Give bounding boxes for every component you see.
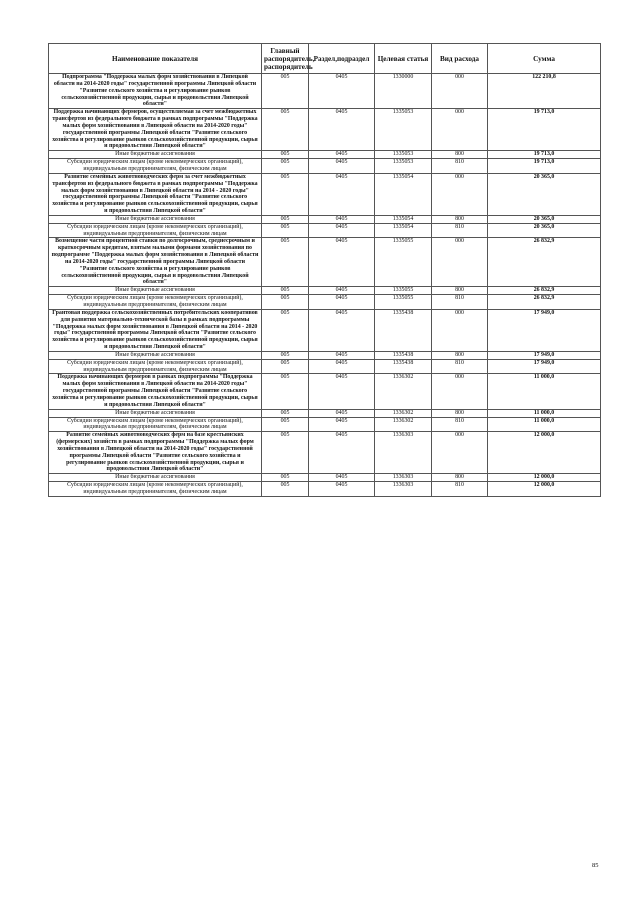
table-row (49, 151, 601, 159)
row-amount: 17 949,0 (488, 359, 601, 374)
row-section-subsection: 0405 (309, 482, 375, 497)
row-amount: 20 365,0 (488, 173, 601, 215)
row-expense-type: 000 (432, 173, 488, 215)
row-target-article: 1335055 (375, 238, 432, 287)
row-target-article: 1336303 (375, 482, 432, 497)
row-chief-administrator: 005 (262, 359, 309, 374)
table-row (49, 223, 601, 238)
table-row (49, 109, 601, 151)
row-chief-administrator: 005 (262, 482, 309, 497)
row-name: Субсидии юридическим лицам (кроме некоммерческих организаций), индивидуальным предпринимателям, физическим лицам (49, 359, 262, 374)
row-chief-administrator: 005 (262, 151, 309, 159)
table-row (49, 173, 601, 215)
row-chief-administrator: 005 (262, 109, 309, 151)
row-section-subsection: 0405 (309, 359, 375, 374)
row-amount: 12 000,0 (488, 432, 601, 474)
row-expense-type: 810 (432, 359, 488, 374)
table-row (49, 474, 601, 482)
table-row (49, 238, 601, 287)
row-target-article: 1330000 (375, 74, 432, 109)
row-name: Иные бюджетные ассигнования (49, 215, 262, 223)
table-row (49, 309, 601, 351)
row-expense-type: 800 (432, 409, 488, 417)
table-row (49, 374, 601, 409)
row-amount: 11 000,0 (488, 409, 601, 417)
row-section-subsection: 0405 (309, 295, 375, 310)
row-section-subsection: 0405 (309, 351, 375, 359)
row-amount: 11 000,0 (488, 417, 601, 432)
row-amount: 26 832,9 (488, 238, 601, 287)
header-indicator-name: Наименование показателя (49, 44, 262, 74)
row-name: Развитие семейных животноводческих ферм на базе крестьянских (фермерских) хозяйств в рамках подпрограммы "Поддержка малых форм хозяйствования в Липецкой области на 2014-2020 годы" государственной программы Липецкой области "Развитие сельского хозяйства и регулирование рынков сельскохозяйственной продукции, сырья и продовольствия Липецкой области" (49, 432, 262, 474)
row-expense-type: 000 (432, 109, 488, 151)
row-name: Субсидии юридическим лицам (кроме некоммерческих организаций), индивидуальным предпринимателям, физическим лицам (49, 482, 262, 497)
row-name: Иные бюджетные ассигнования (49, 351, 262, 359)
row-chief-administrator: 005 (262, 74, 309, 109)
table-row (49, 351, 601, 359)
row-chief-administrator: 005 (262, 417, 309, 432)
row-expense-type: 810 (432, 482, 488, 497)
header-expense-type: Вид расхода (432, 44, 488, 74)
row-name: Поддержка начинающих фермеров в рамках подпрограммы "Поддержка малых форм хозяйствования в Липецкой области на 2014-2020 годы" государственной программы Липецкой области "Развитие сельского хозяйства и регулирование рынков сельскохозяйственной продукции, сырья и продовольствия Липецкой области" (49, 374, 262, 409)
row-chief-administrator: 005 (262, 173, 309, 215)
row-chief-administrator: 005 (262, 374, 309, 409)
row-name: Иные бюджетные ассигнования (49, 474, 262, 482)
row-name: Подпрограмма "Поддержка малых форм хозяйствования в Липецкой области на 2014-2020 годы" государственной программы Липецкой области "Развитие сельского хозяйства и регулирование рынков сельскохозяйственной продукции, сырья и продовольствия Липецкой области" (49, 74, 262, 109)
table-row (49, 409, 601, 417)
row-name: Иные бюджетные ассигнования (49, 287, 262, 295)
row-name: Возмещение части процентной ставки по долгосрочным, среднесрочным и краткосрочным кредитам, взятым малыми формами хозяйствования по подпрограмме "Поддержка малых форм хозяйствования в Липецкой области на 2014-2020 годы" государственной программы Липецкой области "Развитие сельского хозяйства и регулирование рынков сельскохозяйственной продукции, сырья и продовольствия Липецкой области" (49, 238, 262, 287)
row-name: Иные бюджетные ассигнования (49, 151, 262, 159)
row-target-article: 1335054 (375, 223, 432, 238)
table-row (49, 295, 601, 310)
row-amount: 11 000,0 (488, 374, 601, 409)
row-target-article: 1336302 (375, 374, 432, 409)
row-section-subsection: 0405 (309, 374, 375, 409)
header-section-subsection: Раздел,подраздел (309, 44, 375, 74)
table-row (49, 215, 601, 223)
row-target-article: 1335053 (375, 151, 432, 159)
row-expense-type: 810 (432, 295, 488, 310)
row-chief-administrator: 005 (262, 351, 309, 359)
row-target-article: 1336303 (375, 432, 432, 474)
row-chief-administrator: 005 (262, 409, 309, 417)
row-expense-type: 800 (432, 215, 488, 223)
row-section-subsection: 0405 (309, 238, 375, 287)
row-expense-type: 810 (432, 417, 488, 432)
row-section-subsection: 0405 (309, 432, 375, 474)
row-section-subsection: 0405 (309, 151, 375, 159)
row-expense-type: 000 (432, 238, 488, 287)
row-section-subsection: 0405 (309, 409, 375, 417)
row-chief-administrator: 005 (262, 223, 309, 238)
row-name: Субсидии юридическим лицам (кроме некоммерческих организаций), индивидуальным предпринимателям, физическим лицам (49, 417, 262, 432)
row-chief-administrator: 005 (262, 215, 309, 223)
row-amount: 20 365,0 (488, 223, 601, 238)
row-target-article: 1335054 (375, 215, 432, 223)
table-body (49, 74, 601, 497)
row-expense-type: 800 (432, 287, 488, 295)
row-expense-type: 000 (432, 309, 488, 351)
row-amount: 19 713,0 (488, 109, 601, 151)
table-row (49, 74, 601, 109)
table-row (49, 417, 601, 432)
row-section-subsection: 0405 (309, 109, 375, 151)
table-row (49, 359, 601, 374)
page-number: 85 (592, 862, 599, 869)
row-expense-type: 000 (432, 374, 488, 409)
row-target-article: 1335438 (375, 359, 432, 374)
row-chief-administrator: 005 (262, 474, 309, 482)
row-name: Субсидии юридическим лицам (кроме некоммерческих организаций), индивидуальным предпринимателям, физическим лицам (49, 295, 262, 310)
row-expense-type: 800 (432, 351, 488, 359)
row-chief-administrator: 005 (262, 432, 309, 474)
row-section-subsection: 0405 (309, 173, 375, 215)
row-amount: 17 949,0 (488, 309, 601, 351)
row-chief-administrator: 005 (262, 309, 309, 351)
row-amount: 12 000,0 (488, 482, 601, 497)
row-expense-type: 810 (432, 159, 488, 174)
row-target-article: 1335053 (375, 159, 432, 174)
row-amount: 122 210,8 (488, 74, 601, 109)
row-section-subsection: 0405 (309, 215, 375, 223)
row-chief-administrator: 005 (262, 295, 309, 310)
row-target-article: 1335055 (375, 295, 432, 310)
row-expense-type: 800 (432, 151, 488, 159)
row-target-article: 1335055 (375, 287, 432, 295)
row-section-subsection: 0405 (309, 287, 375, 295)
row-amount: 26 832,9 (488, 295, 601, 310)
row-expense-type: 800 (432, 474, 488, 482)
row-chief-administrator: 005 (262, 238, 309, 287)
table-row (49, 287, 601, 295)
row-target-article: 1335438 (375, 351, 432, 359)
row-amount: 12 000,0 (488, 474, 601, 482)
row-target-article: 1336302 (375, 409, 432, 417)
table-row (49, 432, 601, 474)
row-name: Иные бюджетные ассигнования (49, 409, 262, 417)
row-target-article: 1335053 (375, 109, 432, 151)
row-expense-type: 000 (432, 74, 488, 109)
row-name: Грантовая поддержка сельскохозяйственных потребительских кооперативов для развития материально-технической базы в рамках подпрограммы "Поддержка малых форм хозяйствования в Липецкой области на 2014 - 2020 годы" государственной программы Липецкой области "Развитие сельского хозяйства и регулирование рынков сельскохозяйственной продукции, сырья и продовольствия Липецкой области" (49, 309, 262, 351)
row-section-subsection: 0405 (309, 159, 375, 174)
row-expense-type: 810 (432, 223, 488, 238)
row-target-article: 1336302 (375, 417, 432, 432)
row-section-subsection: 0405 (309, 309, 375, 351)
header-chief-administrator: Главный распорядитель, распорядитель (262, 44, 309, 74)
budget-table (48, 43, 601, 497)
row-expense-type: 000 (432, 432, 488, 474)
row-target-article: 1335054 (375, 173, 432, 215)
header-amount: Сумма (488, 44, 601, 74)
row-name: Субсидии юридическим лицам (кроме некоммерческих организаций), индивидуальным предпринимателям, физическим лицам (49, 159, 262, 174)
table-row (49, 482, 601, 497)
row-name: Развитие семейных животноводческих ферм за счет межбюджетных трансфертов из федерального бюджета в рамках подпрограммы "Поддержка малых форм хозяйствования в Липецкой области на 2014 - 2020 годы" государственной программы Липецкой области "Развитие сельского хозяйства и регулирование рынков сельскохозяйственной продукции, сырья и продовольствия Липецкой области" (49, 173, 262, 215)
table-row (49, 159, 601, 174)
row-section-subsection: 0405 (309, 74, 375, 109)
table-header-row (49, 44, 601, 74)
row-section-subsection: 0405 (309, 223, 375, 238)
row-chief-administrator: 005 (262, 159, 309, 174)
row-target-article: 1335438 (375, 309, 432, 351)
row-amount: 20 365,0 (488, 215, 601, 223)
row-amount: 19 713,0 (488, 151, 601, 159)
row-target-article: 1336303 (375, 474, 432, 482)
row-amount: 26 832,9 (488, 287, 601, 295)
row-chief-administrator: 005 (262, 287, 309, 295)
row-name: Субсидии юридическим лицам (кроме некоммерческих организаций), индивидуальным предпринимателям, физическим лицам (49, 223, 262, 238)
header-target-article: Целевая статья (375, 44, 432, 74)
row-section-subsection: 0405 (309, 474, 375, 482)
row-amount: 19 713,0 (488, 159, 601, 174)
row-section-subsection: 0405 (309, 417, 375, 432)
row-amount: 17 949,0 (488, 351, 601, 359)
row-name: Поддержка начинающих фермеров, осуществляемая за счет межбюджетных трансфертов из федерального бюджета в рамках подпрограммы "Поддержка малых форм хозяйствования в Липецкой области на 2014-2020 годы" государственной программы Липецкой области "Развитие сельского хозяйства и регулирование рынков сельскохозяйственной продукции, сырья и продовольствия Липецкой области" (49, 109, 262, 151)
